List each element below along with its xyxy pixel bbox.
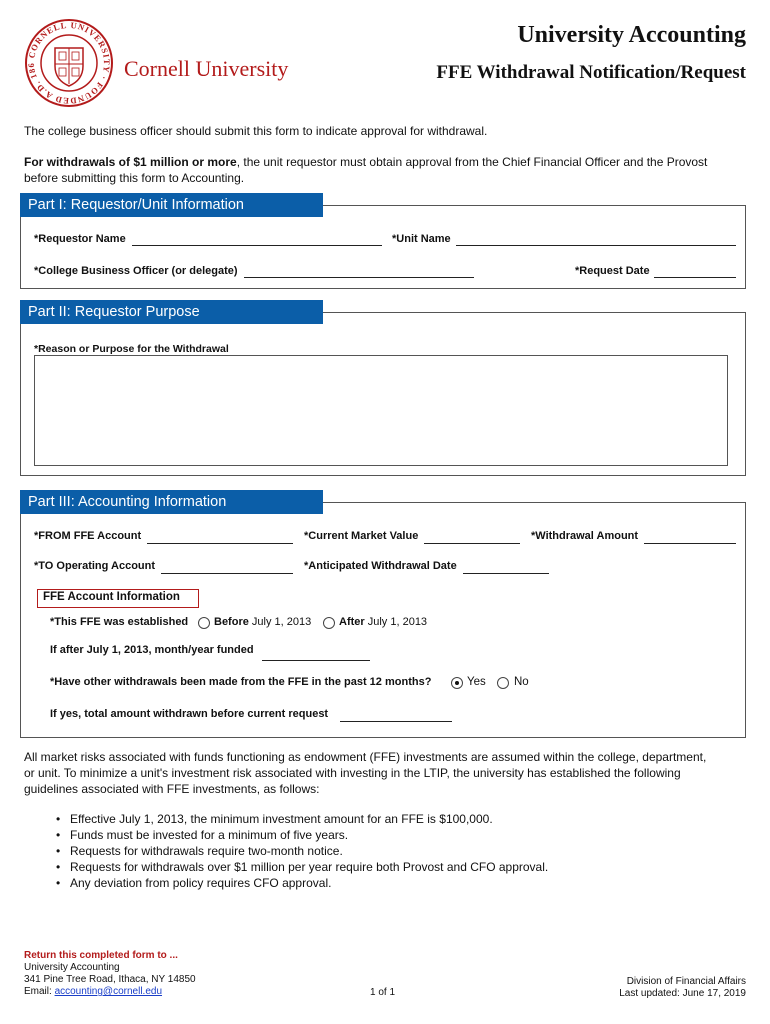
- withdrawal-amount-label: *Withdrawal Amount: [531, 530, 639, 542]
- anticipated-date-field[interactable]: [463, 562, 549, 574]
- request-date-label: *Request Date: [575, 265, 650, 277]
- part3-header: Part III: Accounting Information: [20, 490, 323, 514]
- policy-line-2: or unit. To minimize a unit's investment risk associated with investing in the LTIP, the university has established the following: [24, 766, 681, 780]
- page-title: University Accounting: [517, 22, 746, 48]
- total-withdrawn-label: If yes, total amount withdrawn before current request: [50, 708, 329, 720]
- unit-name-field[interactable]: [456, 234, 736, 246]
- after-option-label: After July 1, 2013: [339, 616, 428, 628]
- to-account-field[interactable]: [161, 562, 293, 574]
- current-market-value-field[interactable]: [424, 532, 520, 544]
- guidelines-list: [56, 811, 548, 891]
- total-withdrawn-field[interactable]: [340, 710, 452, 722]
- cbo-label: *College Business Officer (or delegate): [34, 265, 238, 277]
- part1-header: Part I: Requestor/Unit Information: [20, 193, 323, 217]
- intro-line-1: The college business officer should submit this form to indicate approval for withdrawal.: [24, 124, 488, 138]
- before-option-label: Before July 1, 2013: [214, 616, 312, 628]
- page-number: 1 of 1: [370, 987, 396, 998]
- return-org: University Accounting: [24, 962, 120, 973]
- withdrawal-amount-field[interactable]: [644, 532, 736, 544]
- yes-radio[interactable]: [451, 677, 463, 689]
- yes-label: Yes: [467, 676, 486, 688]
- cbo-field[interactable]: [244, 266, 474, 278]
- request-date-field[interactable]: [654, 266, 736, 278]
- no-label: No: [514, 676, 529, 688]
- after-radio[interactable]: [323, 617, 335, 629]
- no-radio[interactable]: [497, 677, 509, 689]
- last-updated: Last updated: June 17, 2019: [619, 988, 746, 999]
- cornell-seal: [24, 18, 114, 108]
- unit-name-label: *Unit Name: [392, 233, 451, 245]
- funded-label: If after July 1, 2013, month/year funded: [50, 644, 254, 656]
- reason-label: *Reason or Purpose for the Withdrawal: [34, 343, 229, 355]
- policy-line-1: All market risks associated with funds functioning as endowment (FFE) investments are assumed within the college, department,: [24, 750, 707, 764]
- brand-name: Cornell University: [124, 56, 289, 81]
- reason-textarea[interactable]: [34, 355, 728, 466]
- established-label: *This FFE was established: [50, 616, 189, 628]
- list-item: • Any deviation from policy requires CFO approval.: [56, 875, 548, 891]
- division-label: Division of Financial Affairs: [626, 976, 746, 987]
- part2-header: Part II: Requestor Purpose: [20, 300, 323, 324]
- intro-line-3: before submitting this form to Accounting.: [24, 171, 245, 185]
- return-address: 341 Pine Tree Road, Ithaca, NY 14850: [24, 974, 196, 985]
- before-radio[interactable]: [198, 617, 210, 629]
- requestor-name-field[interactable]: [132, 234, 382, 246]
- anticipated-date-label: *Anticipated Withdrawal Date: [304, 560, 457, 572]
- list-item: • Requests for withdrawals require two-month notice.: [56, 843, 548, 859]
- email-link[interactable]: accounting@cornell.edu: [54, 986, 163, 997]
- from-account-field[interactable]: [147, 532, 293, 544]
- list-item: • Effective July 1, 2013, the minimum investment amount for an FFE is $100,000.: [56, 811, 548, 827]
- intro-line-2: For withdrawals of $1 million or more, the unit requestor must obtain approval from the Chief Financial Officer and the Provost: [24, 155, 708, 169]
- list-item: • Requests for withdrawals over $1 million per year require both Provost and CFO approval.: [56, 859, 548, 875]
- from-account-label: *FROM FFE Account: [34, 530, 142, 542]
- form-subtitle: FFE Withdrawal Notification/Request: [436, 62, 746, 83]
- svg-text:CORNELL UNIVERSITY · FOUNDED A: CORNELL UNIVERSITY · FOUNDED A.D. 186: [25, 19, 113, 107]
- ffe-account-info-title: FFE Account Information: [37, 589, 199, 608]
- requestor-name-label: *Requestor Name: [34, 233, 126, 245]
- policy-line-3: guidelines associated with FFE investments, as follows:: [24, 782, 320, 796]
- other-withdrawals-label: *Have other withdrawals been made from the FFE in the past 12 months?: [50, 676, 432, 688]
- current-market-value-label: *Current Market Value: [304, 530, 419, 542]
- return-label: Return this completed form to ...: [24, 950, 178, 961]
- return-email: Email: accounting@cornell.edu: [24, 986, 163, 997]
- list-item: • Funds must be invested for a minimum of five years.: [56, 827, 548, 843]
- funded-field[interactable]: [262, 649, 370, 661]
- to-account-label: *TO Operating Account: [34, 560, 156, 572]
